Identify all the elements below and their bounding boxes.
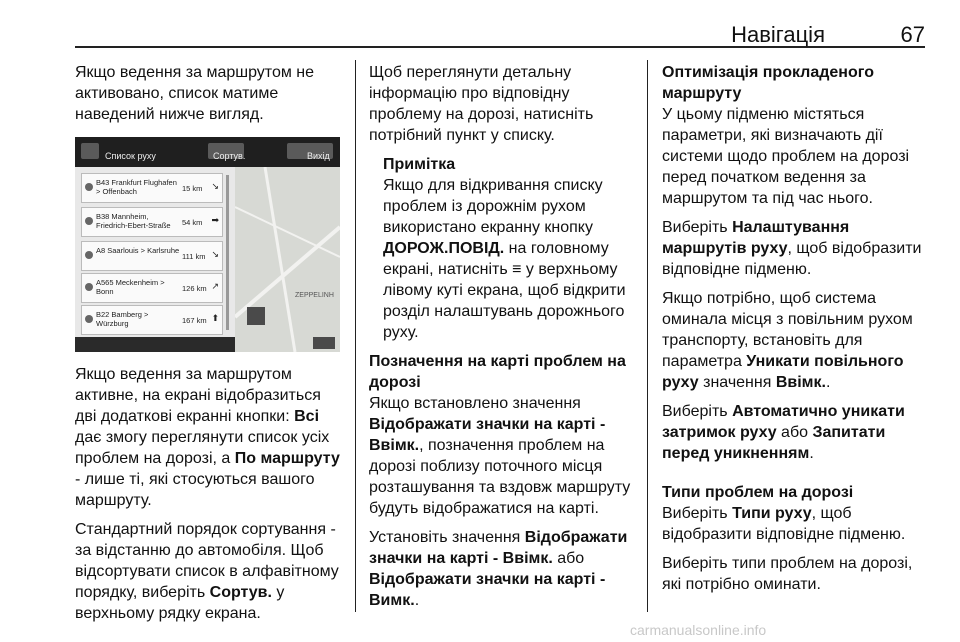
paragraph: Виберіть типи проблем на дорозі, які потрібно оминати. [662, 555, 913, 593]
paragraph: Установіть значення Відображати значки на карті - Ввімк. або Відображати значки на карті - Вимк.. [369, 529, 628, 609]
note-text: Якщо для відкривання списку проблем із дорожнім рухом використано екранну кнопку ДОРОЖ.ПОВІД. на головному екрані, натисніть ≡ у верхньому лівому куті екрана, щоб відкрити розділ налаштувань дорожнього руху. [383, 177, 626, 341]
screen-top-bar [75, 137, 340, 167]
watermark-text: carmanualsonline.info [630, 622, 767, 638]
paragraph: Якщо потрібно, щоб система оминала місця з повільним рухом транспорту, встановіть для параметра Уникати повільного руху значення Ввімк.. [662, 290, 913, 391]
note-box [369, 154, 634, 343]
section-heading: Типи проблем на дорозі [662, 484, 854, 501]
traffic-icon [85, 217, 93, 225]
paragraph: У цьому підменю містяться параметри, які визначають дії системи щодо проблем на дорозі перед початком ведення за маршрутом та під час нього. [662, 106, 910, 207]
list-item: A8 Saarlouis > Karlsruhe 111 km ↘ [81, 241, 223, 271]
column-divider [647, 60, 648, 612]
map-label: ZEPPELINH [295, 292, 334, 299]
paragraph: Виберіть Типи руху, щоб відобразити відповідне підменю. [662, 505, 906, 543]
list-item: B43 Frankfurt Flughafen > Offenbach 15 km ↘ [81, 173, 223, 203]
note-title: Примітка [383, 156, 456, 173]
page-number: 67 [900, 22, 925, 47]
traffic-icon [85, 183, 93, 191]
list-item: B38 Mannheim, Friedrich-Ebert-Straße 54 km ➡ [81, 207, 223, 237]
paragraph: Виберіть Налаштування маршрутів руху, щоб відобразити відповідне підменю. [662, 219, 922, 278]
page-header [75, 0, 925, 48]
paragraph: Стандартний порядок сортування - за відстанню до автомобіля. Щоб відсортувати список в алфавітному порядку, виберіть Сортув. у верхньому рядку екрана. [75, 521, 339, 622]
paragraph: Якщо встановлено значення Відображати значки на карті - Ввімк., позначення проблем на дорозі поблизу поточного місця розташування та вздовж маршруту будуть відображатися на карті. [369, 395, 631, 517]
direction-icon: ⬆ [211, 313, 219, 323]
map-roads [235, 167, 340, 352]
direction-icon: ↗ [211, 281, 219, 291]
section-heading: Позначення на карті проблем на дорозі [369, 353, 626, 391]
map-control-icon [247, 307, 265, 325]
map-view [235, 167, 340, 352]
sort-button-label: Сортув. [213, 151, 246, 161]
screen-title: Список руху [105, 151, 156, 161]
column-3 [662, 62, 928, 603]
section-title: Навігація [731, 22, 825, 47]
paragraph: Якщо ведення за маршрутом активне, на екрані відобразиться дві додаткові екранні кнопки: Всі дає змогу переглянути список усіх проблем на дорозі, а По маршруту - лише ті, які стосуються вашого маршруту. [75, 366, 340, 509]
traffic-list-screenshot [75, 137, 340, 352]
traffic-icon [85, 251, 93, 259]
column-divider [355, 60, 356, 612]
paragraph: Щоб переглянути детальну інформацію про відповідну проблему на дорозі, натисніть потрібний пункт у списку. [369, 64, 594, 144]
list-item: B22 Bamberg > Würzburg 167 km ⬆ [81, 305, 223, 335]
traffic-icon [85, 315, 93, 323]
traffic-list [75, 167, 235, 337]
section-heading: Оптимізація прокладеного маршруту [662, 64, 874, 102]
list-item: A565 Meckenheim > Bonn 126 km ↗ [81, 273, 223, 303]
exit-button-label: Вихід [307, 151, 330, 161]
direction-icon: ↘ [211, 181, 219, 191]
column-2 [369, 62, 634, 619]
screen-bottom-bar [75, 337, 235, 352]
column-1 [75, 62, 345, 632]
scrollbar [226, 175, 229, 330]
menu-button [81, 143, 99, 159]
traffic-icon [85, 283, 93, 291]
direction-icon: ➡ [211, 215, 219, 225]
map-collapse-icon [313, 337, 335, 349]
paragraph: Якщо ведення за маршрутом не активовано, список матиме наведений нижче вигляд. [75, 64, 315, 123]
paragraph: Виберіть Автоматично уникати затримок руху або Запитати перед уникненням. [662, 403, 905, 462]
direction-icon: ↘ [211, 249, 219, 259]
